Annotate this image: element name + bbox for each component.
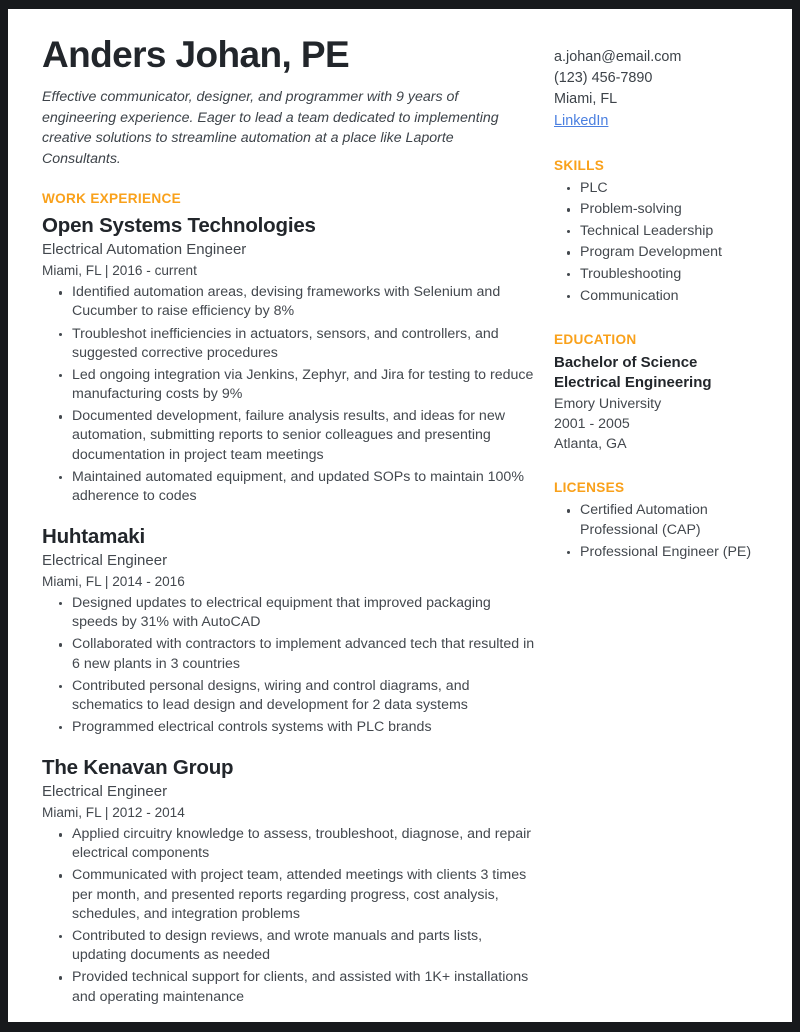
education-years: 2001 - 2005 xyxy=(554,415,630,432)
license-item: Professional Engineer (PE) xyxy=(554,543,786,563)
skill-item: Problem-solving xyxy=(554,200,786,220)
skills-list xyxy=(554,179,786,307)
job-title: Electrical Automation Engineer xyxy=(42,240,247,258)
job-location-dates: Miami, FL | 2014 - 2016 xyxy=(42,574,185,589)
job-bullet: Designed updates to electrical equipment that improved packaging speeds by 31% with AutoCAD xyxy=(42,594,540,632)
education-block xyxy=(554,332,786,454)
job-bullet-list xyxy=(42,283,540,506)
job-company: The Kenavan Group xyxy=(42,756,234,780)
skill-item: Program Development xyxy=(554,243,786,263)
main-column xyxy=(42,35,554,1010)
job-bullet: Identified automation areas, devising frameworks with Selenium and Cucumber to raise efficiency by 8% xyxy=(42,283,540,321)
professional-summary: Effective communicator, designer, and programmer with 9 years of engineering experience. Eager to lead a team dedicated to implementing creative solutions to streamline automation at a place like Laporte Consultants. xyxy=(42,88,499,167)
contact-block xyxy=(554,47,786,132)
contact-email[interactable]: a.johan@email.com xyxy=(554,49,682,65)
job-bullet: Documented development, failure analysis results, and ideas for new automation, submitting reports to senior colleagues and presenting documentation in project team meetings xyxy=(42,407,540,465)
linkedin-link[interactable]: LinkedIn xyxy=(554,112,609,129)
skill-item: Troubleshooting xyxy=(554,265,786,285)
job-company: Huhtamaki xyxy=(42,525,146,549)
education-heading: EDUCATION xyxy=(554,332,637,348)
resume-layout xyxy=(8,9,792,1010)
contact-phone[interactable]: (123) 456-7890 xyxy=(554,70,653,87)
licenses-heading: LICENSES xyxy=(554,480,625,496)
job-bullet: Collaborated with contractors to implement advanced tech that resulted in 6 new plants in 3 countries xyxy=(42,635,540,673)
education-degree-line-2: Electrical Engineering xyxy=(554,374,712,392)
work-experience-list xyxy=(42,213,540,1006)
candidate-name: Anders Johan, PE xyxy=(42,34,350,75)
job-bullet: Contributed personal designs, wiring and control diagrams, and schematics to lead design and development for 2 data systems xyxy=(42,677,540,715)
job-title: Electrical Engineer xyxy=(42,551,168,569)
licenses-list xyxy=(554,501,786,562)
skill-item: Technical Leadership xyxy=(554,222,786,242)
job-bullet-list xyxy=(42,594,540,737)
job-entry xyxy=(42,524,540,737)
job-bullet: Led ongoing integration via Jenkins, Zephyr, and Jira for testing to reduce manufacturing costs by 9% xyxy=(42,366,540,404)
education-school: Emory University xyxy=(554,395,662,412)
sidebar-column xyxy=(554,35,786,564)
education-location: Atlanta, GA xyxy=(554,435,627,452)
job-title: Electrical Engineer xyxy=(42,782,168,800)
job-company: Open Systems Technologies xyxy=(42,214,316,238)
job-bullet: Communicated with project team, attended meetings with clients 3 times per month, and presented reports regarding progress, cost analysis, schedules, and integration problems xyxy=(42,866,540,924)
skill-item: PLC xyxy=(554,179,786,199)
skills-heading: SKILLS xyxy=(554,157,605,173)
job-bullet: Provided technical support for clients, and assisted with 1K+ installations and operating maintenance xyxy=(42,968,540,1006)
licenses-block xyxy=(554,480,786,562)
job-location-dates: Miami, FL | 2012 - 2014 xyxy=(42,805,185,821)
job-bullet: Applied circuitry knowledge to assess, troubleshoot, diagnose, and repair electrical components xyxy=(42,825,540,863)
contact-location: Miami, FL xyxy=(554,91,618,108)
job-bullet: Contributed to design reviews, and wrote manuals and parts lists, updating documents as needed xyxy=(42,927,540,965)
job-entry xyxy=(42,213,540,506)
skill-item: Communication xyxy=(554,287,786,307)
education-degree-line-1: Bachelor of Science xyxy=(554,354,698,372)
skills-block xyxy=(554,158,786,307)
job-entry xyxy=(42,755,540,1006)
job-location-dates: Miami, FL | 2016 - current xyxy=(42,263,197,279)
job-bullet: Maintained automated equipment, and updated SOPs to maintain 100% adherence to codes xyxy=(42,468,540,506)
job-bullet: Troubleshot inefficiencies in actuators, sensors, and controllers, and suggested corrective procedures xyxy=(42,325,540,363)
resume-page xyxy=(8,9,792,1022)
work-experience-heading: WORK EXPERIENCE xyxy=(42,191,181,207)
job-bullet-list xyxy=(42,825,540,1007)
license-item: Certified Automation Professional (CAP) xyxy=(554,501,786,540)
job-bullet: Programmed electrical controls systems with PLC brands xyxy=(42,718,540,737)
